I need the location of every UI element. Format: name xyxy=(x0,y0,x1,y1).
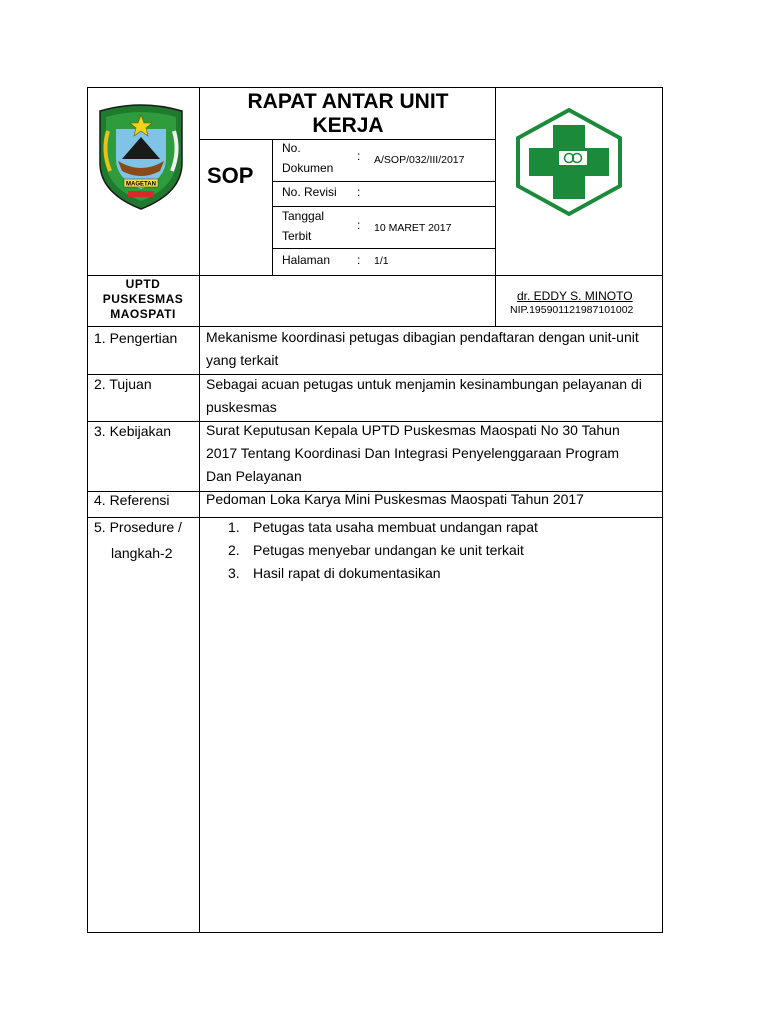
unit-name-line: PUSKESMAS xyxy=(102,292,184,306)
regency-emblem-logo xyxy=(94,101,188,211)
step-number: 2. xyxy=(228,542,240,558)
divider xyxy=(87,275,663,276)
unit-name xyxy=(87,277,199,322)
divider xyxy=(272,139,273,275)
doc-no-value: A/SOP/032/III/2017 xyxy=(374,154,465,166)
doc-no-label: No. xyxy=(282,141,301,155)
revision-colon: : xyxy=(357,185,361,199)
section-text-referensi: Pedoman Loka Karya Mini Puskesmas Maospati Tahun 2017 xyxy=(206,491,584,507)
divider xyxy=(272,181,496,182)
divider xyxy=(272,206,496,207)
step-text: Petugas tata usaha membuat undangan rapat xyxy=(253,519,538,535)
label-line: 5. Prosedure / xyxy=(94,519,182,535)
page-label: Halaman xyxy=(282,253,331,267)
unit-name-line: MAOSPATI xyxy=(110,307,176,321)
section-label-kebijakan: 3. Kebijakan xyxy=(94,423,172,439)
sop-label: SOP xyxy=(207,163,254,188)
page-colon: : xyxy=(357,253,361,267)
divider xyxy=(272,248,496,249)
doc-no-label: Dokumen xyxy=(282,161,334,175)
text-line: Mekanisme koordinasi petugas dibagian pendaftaran dengan unit-unit xyxy=(206,329,639,345)
issue-date-label: Terbit xyxy=(282,229,312,243)
step-number: 3. xyxy=(228,565,240,581)
signatory-name: dr. EDDY S. MINOTO xyxy=(517,289,633,303)
section-text-kebijakan xyxy=(206,419,620,488)
document-title xyxy=(200,90,496,138)
signatory-nip: NIP.195901121987101002 xyxy=(510,304,634,316)
list-item xyxy=(228,539,538,562)
list-item xyxy=(228,516,538,539)
revision-label: No. Revisi xyxy=(282,185,337,199)
unit-name-line: UPTD xyxy=(125,277,161,291)
puskesmas-logo xyxy=(512,107,626,217)
emblem-banner-text: MAGETAN xyxy=(126,181,156,188)
title-line: RAPAT ANTAR UNIT xyxy=(247,90,449,113)
issue-date-value: 10 MARET 2017 xyxy=(374,222,452,234)
doc-no-colon: : xyxy=(357,149,361,163)
step-text: Hasil rapat di dokumentasikan xyxy=(253,565,441,581)
step-text: Petugas menyebar undangan ke unit terkait xyxy=(253,542,524,558)
text-line: yang terkait xyxy=(206,352,279,368)
section-text-tujuan xyxy=(206,373,642,419)
text-line: Dan Pelayanan xyxy=(206,468,302,484)
issue-date-colon: : xyxy=(357,218,361,232)
section-label-prosedur xyxy=(94,514,182,566)
section-text-pengertian xyxy=(206,326,639,372)
divider xyxy=(199,87,200,933)
step-number: 1. xyxy=(228,519,240,535)
issue-date-label: Tanggal xyxy=(282,209,325,223)
section-label-pengertian: 1. Pengertian xyxy=(94,330,178,346)
label-line: langkah-2 xyxy=(111,545,173,561)
text-line: puskesmas xyxy=(206,399,277,415)
page-value: 1/1 xyxy=(374,255,389,267)
procedure-steps xyxy=(228,516,538,585)
section-label-tujuan: 2. Tujuan xyxy=(94,376,152,392)
divider xyxy=(200,139,496,140)
text-line: Surat Keputusan Kepala UPTD Puskesmas Maospati No 30 Tahun xyxy=(206,422,620,438)
section-label-referensi: 4. Referensi xyxy=(94,492,170,508)
title-line: KERJA xyxy=(312,114,384,137)
text-line: 2017 Tentang Koordinasi Dan Integrasi Penyelenggaraan Program xyxy=(206,445,620,461)
text-line: Sebagai acuan petugas untuk menjamin kesinambungan pelayanan di xyxy=(206,376,642,392)
list-item xyxy=(228,562,538,585)
